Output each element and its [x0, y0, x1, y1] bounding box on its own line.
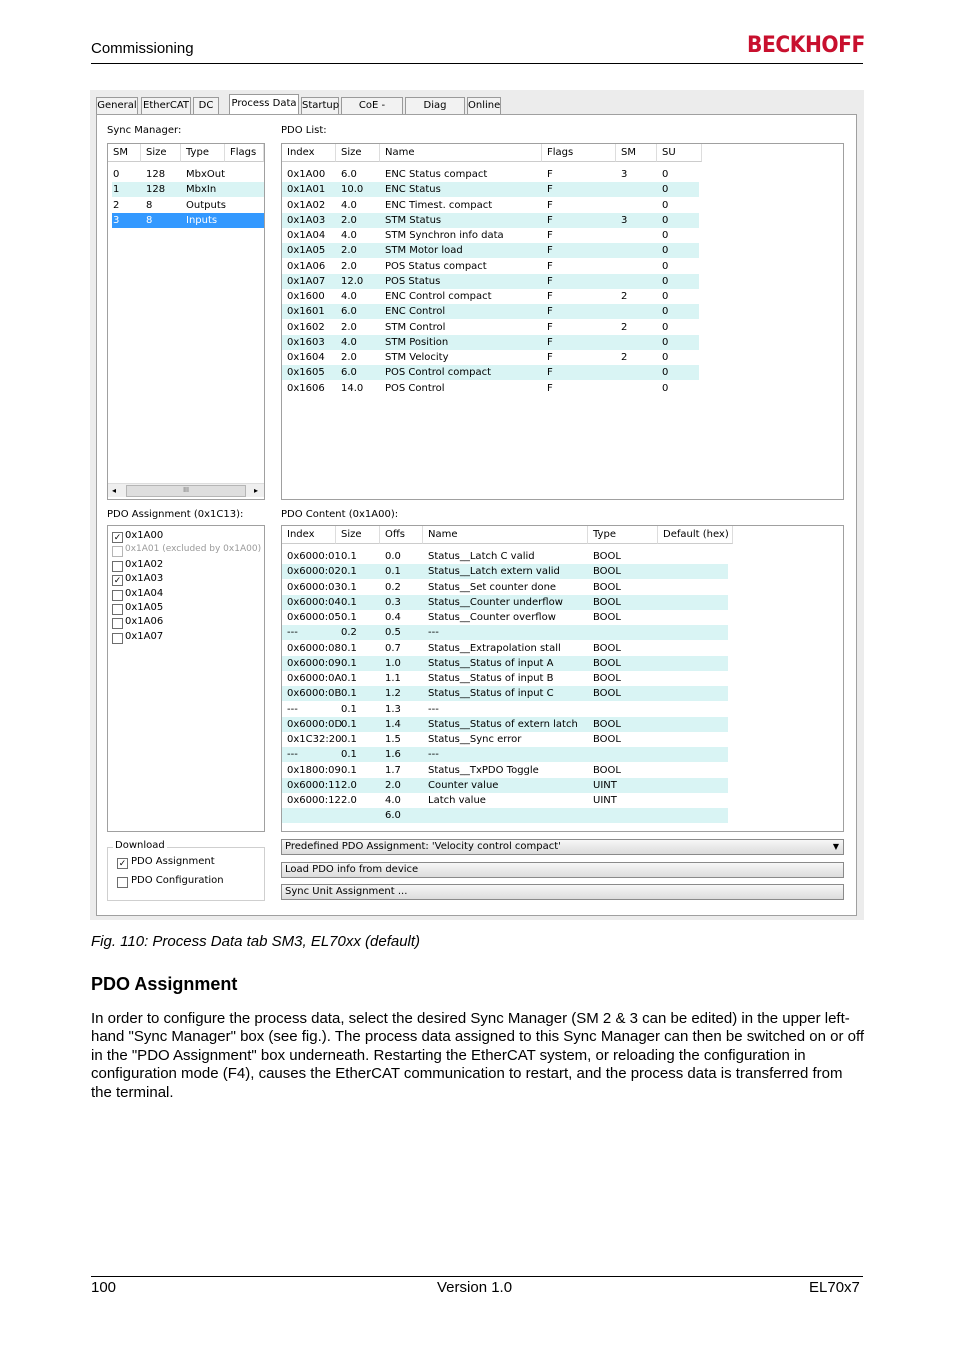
- pdo-list-cell: 10.0: [341, 184, 364, 196]
- section-heading: PDO Assignment: [91, 974, 238, 994]
- pdo-list-cell: 0x1A01: [287, 184, 326, 196]
- pdo-list-cell: 0x1606: [287, 382, 325, 394]
- sync-manager-header-2[interactable]: Type: [181, 144, 225, 162]
- tab-process-data[interactable]: Process Data: [229, 94, 299, 115]
- pdo-content-cell: 0x1800:09: [287, 764, 341, 776]
- pdo-content-row[interactable]: [282, 686, 728, 701]
- pdo-content-cell: UINT: [593, 779, 617, 791]
- pdo-list-header-0[interactable]: Index: [282, 144, 336, 162]
- page-number: 100: [91, 1279, 117, 1296]
- pdo-content-row[interactable]: [282, 656, 728, 671]
- pdo-list-cell: 6.0: [341, 306, 357, 318]
- pdo-assignment-checkbox[interactable]: ✓: [113, 532, 122, 542]
- pdo-content-cell: BOOL: [593, 688, 621, 700]
- pdo-list-cell: 0: [662, 367, 669, 379]
- pdo-list-row[interactable]: [282, 213, 699, 228]
- pdo-list-cell: STM Motor load: [385, 245, 463, 257]
- pdo-list-cell: 4.0: [341, 336, 357, 348]
- pdo-content-cell: BOOL: [593, 551, 621, 562]
- pdo-list-cell: 0: [662, 382, 669, 394]
- pdo-assignment-checkbox[interactable]: [112, 561, 123, 572]
- pdo-content-cell: Status__Status of input C: [428, 688, 554, 700]
- pdo-list-cell: F: [547, 382, 553, 394]
- scroll-left-icon[interactable]: ◂: [112, 486, 117, 495]
- pdo-list-cell: 6.0: [341, 169, 357, 180]
- pdo-list-cell: 4.0: [341, 291, 357, 302]
- pdo-content-row[interactable]: [282, 763, 728, 778]
- pdo-list-cell: ENC Status compact: [385, 169, 488, 180]
- pdo-content-cell: 0.1: [341, 642, 357, 654]
- pdo-content-cell: BOOL: [593, 718, 621, 730]
- tab-diag-history[interactable]: Diag: [405, 97, 465, 114]
- download-option-label: PDO Configuration: [131, 875, 224, 886]
- pdo-content-row[interactable]: [282, 580, 728, 595]
- tab-startup[interactable]: Startup: [301, 97, 339, 114]
- pdo-list-cell: 0x1604: [287, 352, 325, 363]
- pdo-list-cell: 0: [662, 321, 669, 333]
- beckhoff-logo: BECKHOFF: [747, 33, 865, 58]
- pdo-list-cell: 14.0: [341, 382, 364, 394]
- pdo-list-cell: 12.0: [341, 275, 364, 287]
- pdo-content-cell: Latch value: [428, 795, 486, 806]
- pdo-content-cell: Status__Extrapolation stall: [428, 642, 561, 654]
- pdo-list-cell: 2.0: [341, 214, 357, 226]
- pdo-content-cell: BOOL: [593, 612, 621, 623]
- tab-coe-online[interactable]: CoE -: [341, 97, 403, 114]
- pdo-content-cell: Status__Latch extern valid: [428, 566, 560, 578]
- pdo-content-cell: BOOL: [593, 734, 621, 745]
- pdo-list-cell: 0x1600: [287, 291, 325, 302]
- scroll-right-icon[interactable]: ▸: [254, 486, 259, 495]
- pdo-list-cell: 0x1A04: [287, 230, 326, 241]
- pdo-list-cell: ENC Timest. compact: [385, 199, 493, 211]
- pdo-content-cell: 0.1: [341, 596, 357, 608]
- pdo-content-cell: 0.7: [385, 642, 401, 654]
- pdo-content-cell: 0.5: [385, 627, 401, 639]
- pdo-list-cell: STM Status: [385, 214, 442, 226]
- pdo-content-header-5[interactable]: Default (hex): [658, 526, 733, 544]
- predefined-pdo-value: Predefined PDO Assignment: 'Velocity control compact': [285, 841, 561, 852]
- pdo-content-row[interactable]: [282, 564, 728, 579]
- pdo-content-cell: 2.0: [341, 795, 357, 806]
- sync-manager-scrollbar[interactable]: [108, 483, 264, 497]
- pdo-content-row[interactable]: [282, 625, 728, 640]
- pdo-list-row[interactable]: [282, 167, 699, 182]
- pdo-list-cell: 0x1605: [287, 367, 325, 379]
- tab-general[interactable]: General: [96, 97, 138, 114]
- pdo-list-row[interactable]: [282, 198, 699, 213]
- pdo-list-cell: POS Control compact: [385, 367, 492, 379]
- pdo-content-cell: Status__Sync error: [428, 734, 522, 745]
- pdo-content-header-4[interactable]: Type: [588, 526, 658, 544]
- sync-manager-row[interactable]: [112, 213, 264, 228]
- pdo-assignment-checkbox: [112, 546, 123, 557]
- pdo-assignment-label-item: 0x1A06: [125, 616, 164, 628]
- pdo-content-cell: ---: [428, 627, 439, 639]
- pdo-list-cell: F: [547, 199, 553, 211]
- predefined-pdo-dropdown[interactable]: [281, 839, 844, 855]
- download-pdo-configuration-checkbox[interactable]: [117, 877, 128, 888]
- pdo-content-cell: 6.0: [385, 810, 401, 822]
- pdo-content-row[interactable]: [282, 610, 728, 625]
- pdo-assignment-label-item: 0x1A04: [125, 587, 164, 599]
- pdo-list-header-1[interactable]: Size: [336, 144, 380, 162]
- pdo-list-cell: STM Position: [385, 336, 449, 348]
- pdo-content-cell: ---: [287, 627, 298, 639]
- pdo-content-header-3[interactable]: Name: [423, 526, 588, 544]
- pdo-content-row[interactable]: [282, 671, 728, 686]
- sync-manager-cell: 1: [113, 184, 120, 196]
- pdo-content-row[interactable]: [282, 549, 728, 564]
- sync-manager-row[interactable]: [112, 182, 264, 197]
- tab-online[interactable]: Online: [467, 97, 501, 114]
- pdo-assignment-label-item: 0x1A07: [125, 630, 164, 642]
- pdo-content-cell: UINT: [593, 795, 617, 806]
- process-data-screenshot: [90, 90, 864, 920]
- pdo-content-label: PDO Content (0x1A00):: [281, 509, 399, 520]
- product-name: EL70x7: [809, 1279, 860, 1296]
- load-pdo-info-button[interactable]: Load PDO info from device: [281, 862, 844, 878]
- pdo-assignment-checkbox[interactable]: [112, 618, 123, 629]
- pdo-list-row[interactable]: [282, 320, 699, 335]
- sync-unit-assignment-button[interactable]: Sync Unit Assignment ...: [281, 884, 844, 900]
- pdo-content-row[interactable]: [282, 717, 728, 732]
- pdo-content-row[interactable]: [282, 747, 728, 762]
- pdo-content-row[interactable]: [282, 808, 728, 823]
- pdo-content-cell: 1.1: [385, 673, 401, 684]
- chevron-down-icon[interactable]: ▼: [832, 842, 839, 851]
- pdo-list-cell: 3: [621, 169, 628, 180]
- sync-manager-cell: Inputs: [186, 214, 218, 226]
- pdo-list-cell: 0x1A00: [287, 169, 326, 180]
- pdo-content-cell: ---: [287, 703, 298, 715]
- pdo-content-cell: 0.4: [385, 612, 401, 623]
- pdo-list-cell: 0x1A02: [287, 199, 326, 211]
- pdo-list-cell: 0: [662, 169, 669, 180]
- pdo-list-cell: 2: [621, 352, 628, 363]
- download-pdo-assignment-checkbox[interactable]: ✓: [118, 858, 127, 868]
- pdo-content-cell: 0.3: [385, 596, 401, 608]
- sync-manager-cell: MbxIn: [186, 184, 217, 196]
- scroll-thumb[interactable]: III: [126, 485, 246, 497]
- pdo-list-header-3[interactable]: Flags: [542, 144, 616, 162]
- pdo-list-cell: 0x1603: [287, 336, 325, 348]
- pdo-content-cell: 0.1: [341, 657, 357, 669]
- pdo-list-cell: F: [547, 245, 553, 257]
- pdo-content-cell: 0x6000:02: [287, 566, 341, 578]
- pdo-content-cell: Status__Status of extern latch: [428, 718, 578, 730]
- pdo-content-cell: 1.2: [385, 688, 401, 700]
- pdo-content-cell: 0.0: [385, 551, 401, 562]
- pdo-list-row[interactable]: [282, 289, 699, 304]
- pdo-content-cell: 1.4: [385, 718, 401, 730]
- pdo-content-cell: BOOL: [593, 566, 621, 578]
- sync-manager-cell: 3: [113, 214, 120, 226]
- pdo-content-row[interactable]: [282, 702, 728, 717]
- pdo-content-cell: ---: [428, 749, 439, 761]
- pdo-list-row[interactable]: [282, 335, 699, 350]
- pdo-content-cell: Status__Counter underflow: [428, 596, 563, 608]
- pdo-content-cell: Status__Latch C valid: [428, 551, 535, 562]
- pdo-content-cell: 0.1: [341, 688, 357, 700]
- pdo-content-cell: Status__TxPDO Toggle: [428, 764, 539, 776]
- pdo-list-row[interactable]: [282, 304, 699, 319]
- pdo-content-cell: 0.1: [341, 764, 357, 776]
- sync-manager-header-1[interactable]: Size: [141, 144, 181, 162]
- footer-rule: [91, 1276, 863, 1277]
- pdo-content[interactable]: [281, 525, 844, 832]
- pdo-content-cell: Status__Status of input B: [428, 673, 554, 684]
- pdo-content-cell: 0x6000:0B: [287, 688, 342, 700]
- pdo-list-header-2[interactable]: Name: [380, 144, 542, 162]
- sync-manager-header-0[interactable]: SM: [108, 144, 141, 162]
- pdo-list-row[interactable]: [282, 381, 699, 396]
- pdo-content-cell: 0.1: [341, 734, 357, 745]
- pdo-list-cell: 0x1602: [287, 321, 325, 333]
- pdo-content-cell: 0.1: [341, 551, 357, 562]
- pdo-list-cell: 0x1A06: [287, 260, 326, 272]
- pdo-list-cell: 2.0: [341, 245, 357, 257]
- pdo-list-cell: 0: [662, 245, 669, 257]
- sync-manager-label: Sync Manager:: [107, 125, 182, 136]
- pdo-content-cell: 0.1: [341, 581, 357, 593]
- pdo-assignment-checkbox[interactable]: [112, 604, 123, 615]
- pdo-content-cell: 4.0: [385, 795, 401, 806]
- pdo-list-cell: F: [547, 367, 553, 379]
- pdo-list-cell: F: [547, 214, 553, 226]
- sync-manager-header-3[interactable]: Flags: [225, 144, 264, 162]
- pdo-list-cell: F: [547, 306, 553, 318]
- sync-manager-cell: 128: [146, 184, 166, 196]
- pdo-content-cell: BOOL: [593, 657, 621, 669]
- pdo-list-cell: ENC Control compact: [385, 291, 492, 302]
- pdo-list-cell: 0: [662, 275, 669, 287]
- pdo-content-cell: Status__Set counter done: [428, 581, 557, 593]
- tab-ethercat[interactable]: EtherCAT: [141, 97, 191, 114]
- pdo-list-cell: F: [547, 275, 553, 287]
- pdo-content-cell: 0x6000:03: [287, 581, 341, 593]
- pdo-content-cell: 0.1: [341, 718, 357, 730]
- sync-manager-cell: 0: [113, 169, 120, 180]
- pdo-content-cell: 0.1: [341, 612, 357, 623]
- pdo-list-cell: 0x1A05: [287, 245, 326, 257]
- download-option-label: PDO Assignment: [131, 856, 215, 867]
- pdo-list-cell: F: [547, 352, 553, 363]
- pdo-list-cell: 4.0: [341, 199, 357, 211]
- pdo-assignment-label-item: 0x1A00: [125, 530, 164, 541]
- download-label: Download: [115, 840, 165, 851]
- pdo-content-cell: 1.5: [385, 734, 401, 745]
- pdo-content-cell: Counter value: [428, 779, 499, 791]
- pdo-content-cell: BOOL: [593, 642, 621, 654]
- pdo-list-cell: 0: [662, 214, 669, 226]
- pdo-list-cell: 3: [621, 214, 628, 226]
- pdo-content-row[interactable]: [282, 595, 728, 610]
- pdo-list-row[interactable]: [282, 274, 699, 289]
- pdo-content-cell: 0x6000:09: [287, 657, 341, 669]
- pdo-content-cell: 0.2: [385, 581, 401, 593]
- pdo-content-row[interactable]: [282, 732, 728, 747]
- pdo-content-row[interactable]: [282, 641, 728, 656]
- pdo-content-cell: ---: [287, 749, 298, 761]
- pdo-list-cell: 0: [662, 260, 669, 272]
- pdo-list-header-4[interactable]: SM: [616, 144, 657, 162]
- pdo-list-cell: 6.0: [341, 367, 357, 379]
- pdo-list-label: PDO List:: [281, 125, 327, 136]
- pdo-list-row[interactable]: [282, 259, 699, 274]
- pdo-list-cell: 4.0: [341, 230, 357, 241]
- pdo-content-cell: BOOL: [593, 581, 621, 593]
- pdo-list-cell: POS Status compact: [385, 260, 487, 272]
- pdo-content-cell: Status__Status of input A: [428, 657, 554, 669]
- pdo-content-cell: 0.1: [341, 703, 357, 715]
- pdo-list-header-5[interactable]: SU: [657, 144, 702, 162]
- pdo-assignment-checkbox[interactable]: [112, 633, 123, 644]
- figure-caption: Fig. 110: Process Data tab SM3, EL70xx (default): [91, 933, 421, 950]
- pdo-list-cell: 2: [621, 291, 628, 302]
- pdo-list-row[interactable]: [282, 243, 699, 258]
- pdo-assignment-label-item: 0x1A01 (excluded by 0x1A00): [125, 544, 262, 555]
- pdo-content-cell: 0.1: [341, 673, 357, 684]
- pdo-content-cell: 1.6: [385, 749, 401, 761]
- sync-manager-row[interactable]: [112, 198, 264, 213]
- header-rule: [91, 63, 863, 64]
- pdo-assignment-list[interactable]: [107, 525, 265, 832]
- pdo-content-cell: 0.2: [341, 627, 357, 639]
- pdo-list-cell: F: [547, 291, 553, 302]
- pdo-list-row[interactable]: [282, 365, 699, 380]
- pdo-content-cell: 0x6000:0D: [287, 718, 343, 730]
- pdo-list-cell: F: [547, 169, 553, 180]
- pdo-content-header-1[interactable]: Size: [336, 526, 380, 544]
- pdo-list[interactable]: [281, 143, 844, 500]
- pdo-list-cell: ENC Control: [385, 306, 446, 318]
- pdo-list-cell: 2: [621, 321, 628, 333]
- pdo-content-header-2[interactable]: Offs: [380, 526, 423, 544]
- pdo-list-cell: 0x1601: [287, 306, 325, 318]
- pdo-content-cell: 0.1: [385, 566, 401, 578]
- pdo-list-cell: 0: [662, 230, 669, 241]
- pdo-content-cell: BOOL: [593, 596, 621, 608]
- sync-manager-cell: Outputs: [186, 199, 226, 211]
- pdo-list-cell: STM Velocity: [385, 352, 449, 363]
- pdo-list-row[interactable]: [282, 182, 699, 197]
- pdo-content-cell: Status__Counter overflow: [428, 612, 556, 623]
- pdo-list-cell: ENC Status: [385, 184, 441, 196]
- body-paragraph: In order to configure the process data, select the desired Sync Manager (SM 2 & 3 can be edited) in the upper left-hand "Sync Manager" box (see fig.). The process data assigned to this Sync Manager can then be switched on or off in the "PDO Assignment" box underneath. Restarting the EtherCAT system, or reloading the configuration in configuration mode (F4), causes the EtherCAT communication to restart, and the process data is transferred from the terminal.: [91, 1010, 865, 1101]
- pdo-content-cell: 2.0: [341, 779, 357, 791]
- pdo-list-cell: POS Control: [385, 382, 445, 394]
- sync-manager-cell: 2: [113, 199, 120, 211]
- pdo-content-cell: 1.0: [385, 657, 401, 669]
- pdo-content-cell: BOOL: [593, 673, 621, 684]
- pdo-assignment-label-item: 0x1A02: [125, 558, 164, 570]
- pdo-content-cell: 1.3: [385, 703, 401, 715]
- pdo-content-cell: 1.7: [385, 764, 401, 776]
- pdo-list-cell: 0: [662, 352, 669, 363]
- pdo-list-cell: F: [547, 336, 553, 348]
- pdo-content-cell: 0x6000:11: [287, 779, 341, 791]
- pdo-content-cell: 0x6000:05: [287, 612, 341, 623]
- pdo-content-cell: BOOL: [593, 764, 621, 776]
- pdo-list-row[interactable]: [282, 228, 699, 243]
- pdo-content-cell: 0.1: [341, 566, 357, 578]
- pdo-content-cell: 0.1: [341, 749, 357, 761]
- pdo-content-cell: 0x6000:0A: [287, 673, 342, 684]
- section-title: Commissioning: [91, 40, 194, 57]
- pdo-list-cell: F: [547, 230, 553, 241]
- pdo-list-cell: 0: [662, 199, 669, 211]
- pdo-content-cell: 2.0: [385, 779, 401, 791]
- pdo-assignment-label-item: 0x1A03: [125, 573, 164, 585]
- pdo-assignment-checkbox[interactable]: [112, 590, 123, 601]
- sync-manager-row[interactable]: [112, 167, 264, 182]
- pdo-content-cell: 0x6000:12: [287, 795, 341, 806]
- pdo-list-cell: 2.0: [341, 352, 357, 363]
- pdo-list-cell: 0x1A03: [287, 214, 326, 226]
- pdo-content-cell: ---: [428, 703, 439, 715]
- pdo-list-cell: STM Synchron info data: [385, 230, 504, 241]
- pdo-content-cell: 0x6000:01: [287, 551, 341, 562]
- pdo-list-cell: 0: [662, 184, 669, 196]
- pdo-list-cell: STM Control: [385, 321, 446, 333]
- document-version: Version 1.0: [437, 1279, 513, 1296]
- process-data-panel: [96, 114, 857, 916]
- pdo-list-cell: 0x1A07: [287, 275, 326, 287]
- pdo-content-header-0[interactable]: Index: [282, 526, 336, 544]
- pdo-content-row[interactable]: [282, 778, 728, 793]
- pdo-content-cell: 0x6000:04: [287, 596, 341, 608]
- pdo-list-cell: POS Status: [385, 275, 441, 287]
- pdo-list-cell: 0: [662, 336, 669, 348]
- pdo-assignment-checkbox[interactable]: ✓: [113, 575, 122, 586]
- sync-manager-cell: 128: [146, 169, 166, 180]
- pdo-assignment-label-item: 0x1A05: [125, 602, 164, 613]
- pdo-list-cell: 0: [662, 291, 669, 302]
- pdo-content-cell: 0x1C32:20: [287, 734, 342, 745]
- pdo-list-cell: F: [547, 260, 553, 272]
- pdo-content-row[interactable]: [282, 793, 728, 808]
- pdo-list-cell: 2.0: [341, 260, 357, 272]
- pdo-content-cell: 0x6000:08: [287, 642, 341, 654]
- sync-manager-list[interactable]: [107, 143, 265, 500]
- sync-manager-cell: MbxOut: [186, 169, 226, 180]
- pdo-list-cell: F: [547, 321, 553, 333]
- tab-dc[interactable]: DC: [193, 97, 219, 114]
- pdo-list-cell: 2.0: [341, 321, 357, 333]
- sync-manager-cell: 8: [146, 199, 153, 211]
- pdo-list-cell: 0: [662, 306, 669, 318]
- pdo-list-cell: F: [547, 184, 553, 196]
- sync-manager-cell: 8: [146, 214, 153, 226]
- pdo-list-row[interactable]: [282, 350, 699, 365]
- pdo-assignment-label: PDO Assignment (0x1C13):: [107, 509, 244, 520]
